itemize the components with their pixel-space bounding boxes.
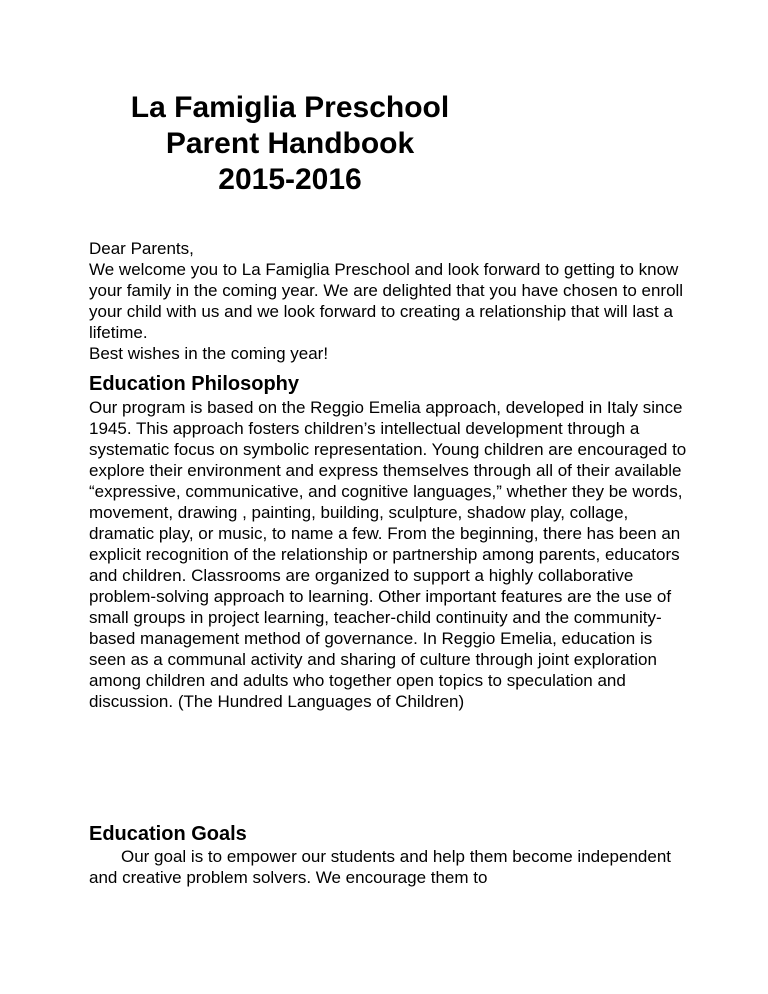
title-line-year: 2015-2016 (218, 163, 362, 196)
letter-closing: Best wishes in the coming year! (89, 344, 329, 363)
section-heading-goals: Education Goals (89, 823, 247, 845)
title-line-school: La Famiglia Preschool (130, 91, 450, 124)
document-title (110, 90, 470, 198)
letter-salutation: Dear Parents, (89, 239, 194, 258)
welcome-letter (89, 238, 689, 364)
section-text-goals (89, 846, 689, 888)
philosophy-paragraph: Our program is based on the Reggio Emelia approach, developed in Italy since 1945. This approach fosters children’s intellectual development through a systematic focus on symbolic representation. Young children are encouraged to explore their environment and express themselves through all of their available “expressive, communicative, and cognitive languages,” whether they be words, movement, drawing , painting, building, sculpture, shadow play, collage, dramatic play, or music, to name a few. From the beginning, there has been an explicit recognition of the relationship or partnership among parents, educators and children. Classrooms are organized to support a highly collaborative problem-solving approach to learning. Other important features are the use of small groups in project learning, teacher-child continuity and the community-based management method of governance. In Reggio Emelia, education is seen as a communal activity and sharing of culture through joint exploration among children and adults who together open topics to speculation and discussion. (The Hundred Languages of Children) (89, 398, 687, 711)
section-heading-philosophy: Education Philosophy (89, 373, 300, 395)
goals-paragraph: Our goal is to empower our students and help them become independent and creative problem solvers. We encourage them to (89, 847, 672, 887)
title-line-handbook: Parent Handbook (165, 127, 415, 160)
letter-body: We welcome you to La Famiglia Preschool and look forward to getting to know your family in the coming year. We are delighted that you have chosen to enroll your child with us and we look forward to creating a relationship that will last a lifetime. (89, 260, 684, 342)
section-text-philosophy (89, 397, 689, 712)
